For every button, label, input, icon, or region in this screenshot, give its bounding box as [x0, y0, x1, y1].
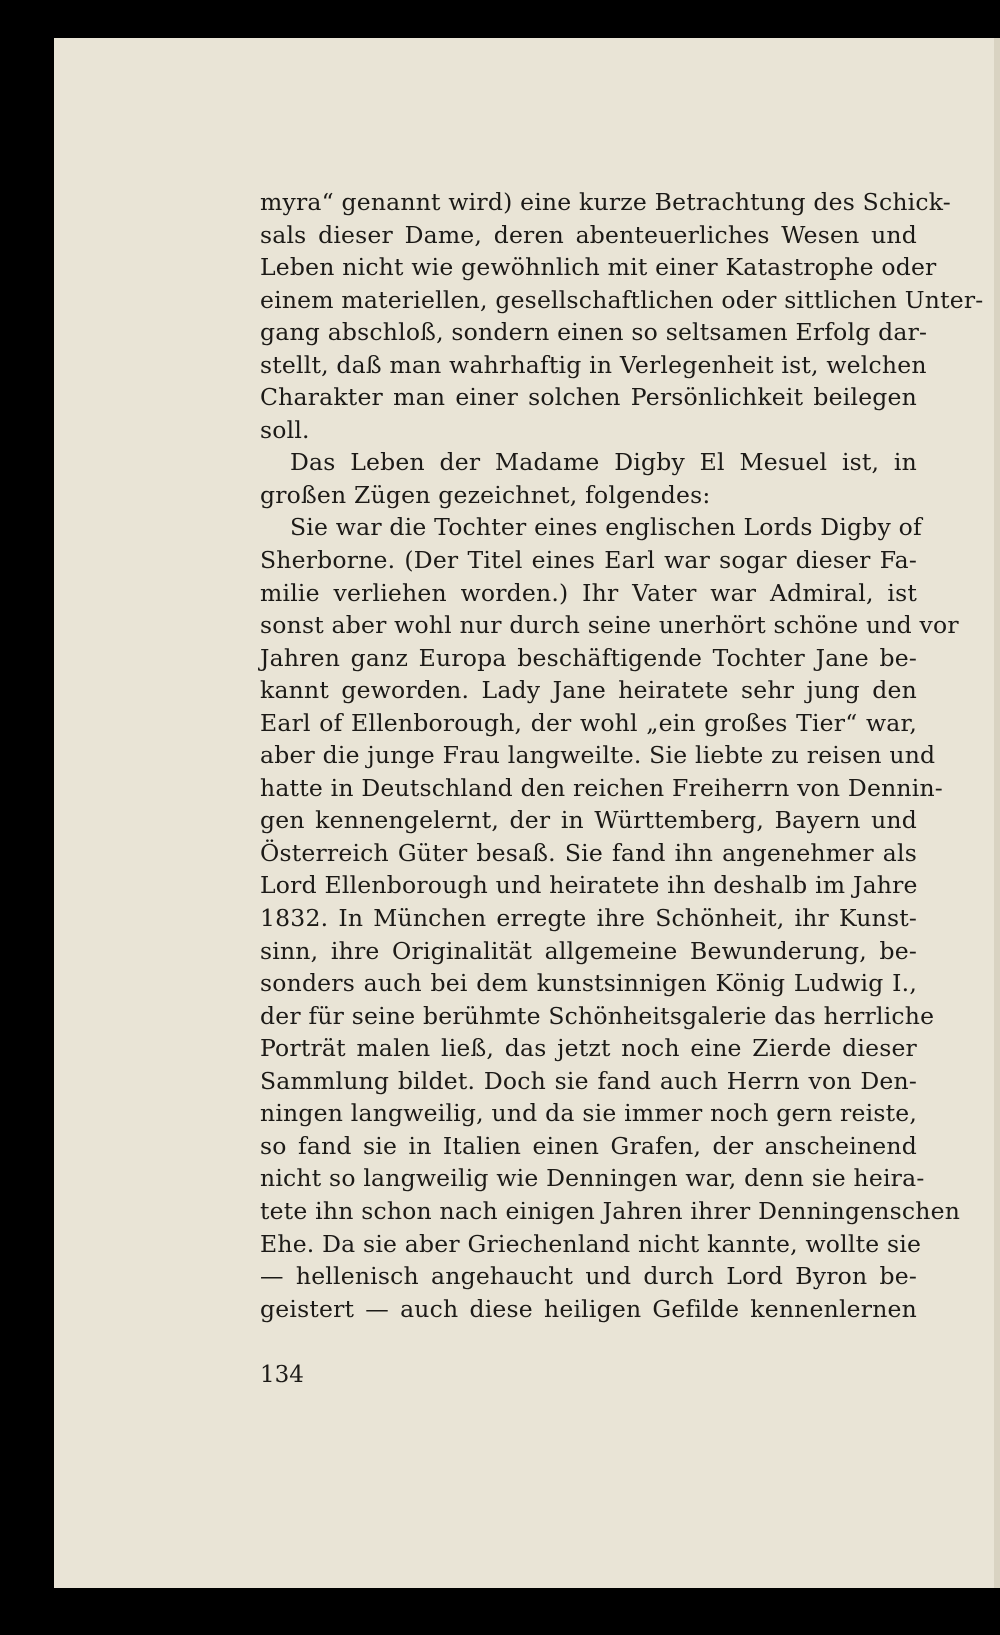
text-line: hatte in Deutschland den reichen Freiherrn von Dennin-	[260, 773, 943, 802]
text-line: Ehe. Da sie aber Griechenland nicht kannte, wollte sie	[260, 1229, 922, 1258]
text-line: Leben nicht wie gewöhnlich mit einer Katastrophe oder	[260, 253, 937, 282]
text-line: großen Zügen gezeichnet, folgendes:	[260, 480, 711, 509]
text-line: so fand sie in Italien einen Grafen, der anscheinend	[260, 1131, 917, 1160]
text-line: Lord Ellenborough und heiratete ihn deshalb im Jahre	[260, 871, 918, 900]
text-line: Charakter man einer solchen Persönlichkeit beilegen	[260, 383, 917, 412]
text-line: 1832. In München erregte ihre Schönheit, ihr Kunst-	[260, 904, 917, 933]
page-edge	[994, 38, 1000, 1588]
text-line: sonders auch bei dem kunstsinnigen König Ludwig I.,	[260, 969, 917, 998]
text-line: Porträt malen ließ, das jetzt noch eine Zierde dieser	[260, 1034, 917, 1063]
text-line: Sie war die Tochter eines englischen Lords Digby of	[290, 513, 922, 542]
text-line: soll.	[260, 415, 310, 444]
text-line: kannt geworden. Lady Jane heiratete sehr jung den	[260, 676, 917, 705]
text-line: sinn, ihre Originalität allgemeine Bewunderung, be-	[260, 936, 917, 965]
page-number: 134	[260, 1362, 304, 1388]
text-line: stellt, daß man wahrhaftig in Verlegenheit ist, welchen	[260, 350, 927, 379]
text-line: tete ihn schon nach einigen Jahren ihrer Denningenschen	[260, 1196, 961, 1225]
text-line: Sherborne. (Der Titel eines Earl war sogar dieser Fa-	[260, 546, 917, 575]
text-line: gen kennengelernt, der in Württemberg, Bayern und	[260, 806, 917, 835]
text-line: Jahren ganz Europa beschäftigende Tochter Jane be-	[260, 643, 917, 672]
text-line: sals dieser Dame, deren abenteuerliches Wesen und	[260, 220, 917, 249]
text-line: einem materiellen, gesellschaftlichen oder sittlichen Unter-	[260, 285, 984, 314]
text-line: gang abschloß, sondern einen so seltsamen Erfolg dar-	[260, 318, 928, 347]
text-line: milie verliehen worden.) Ihr Vater war Admiral, ist	[260, 578, 917, 607]
text-line: — hellenisch angehaucht und durch Lord Byron be-	[260, 1262, 917, 1291]
text-line: Österreich Güter besaß. Sie fand ihn angenehmer als	[260, 838, 917, 867]
text-line: der für seine berühmte Schönheitsgalerie das herrliche	[260, 1001, 935, 1030]
text-line: Das Leben der Madame Digby El Mesuel ist, in	[290, 448, 917, 477]
text-line: aber die junge Frau langweilte. Sie liebte zu reisen und	[260, 741, 936, 770]
text-line: ningen langweilig, und da sie immer noch gern reiste,	[260, 1099, 917, 1128]
text-line: myra“ genannt wird) eine kurze Betrachtung des Schick-	[260, 188, 951, 216]
body-text	[260, 186, 984, 1325]
text-line: geistert — auch diese heiligen Gefilde kennenlernen	[260, 1294, 917, 1323]
text-line: sonst aber wohl nur durch seine unerhört schöne und vor	[260, 611, 959, 640]
text-line: nicht so langweilig wie Denningen war, denn sie heira-	[260, 1164, 925, 1193]
text-line: Sammlung bildet. Doch sie fand auch Herrn von Den-	[260, 1066, 917, 1095]
text-line: Earl of Ellenborough, der wohl „ein großes Tier“ war,	[260, 708, 917, 737]
